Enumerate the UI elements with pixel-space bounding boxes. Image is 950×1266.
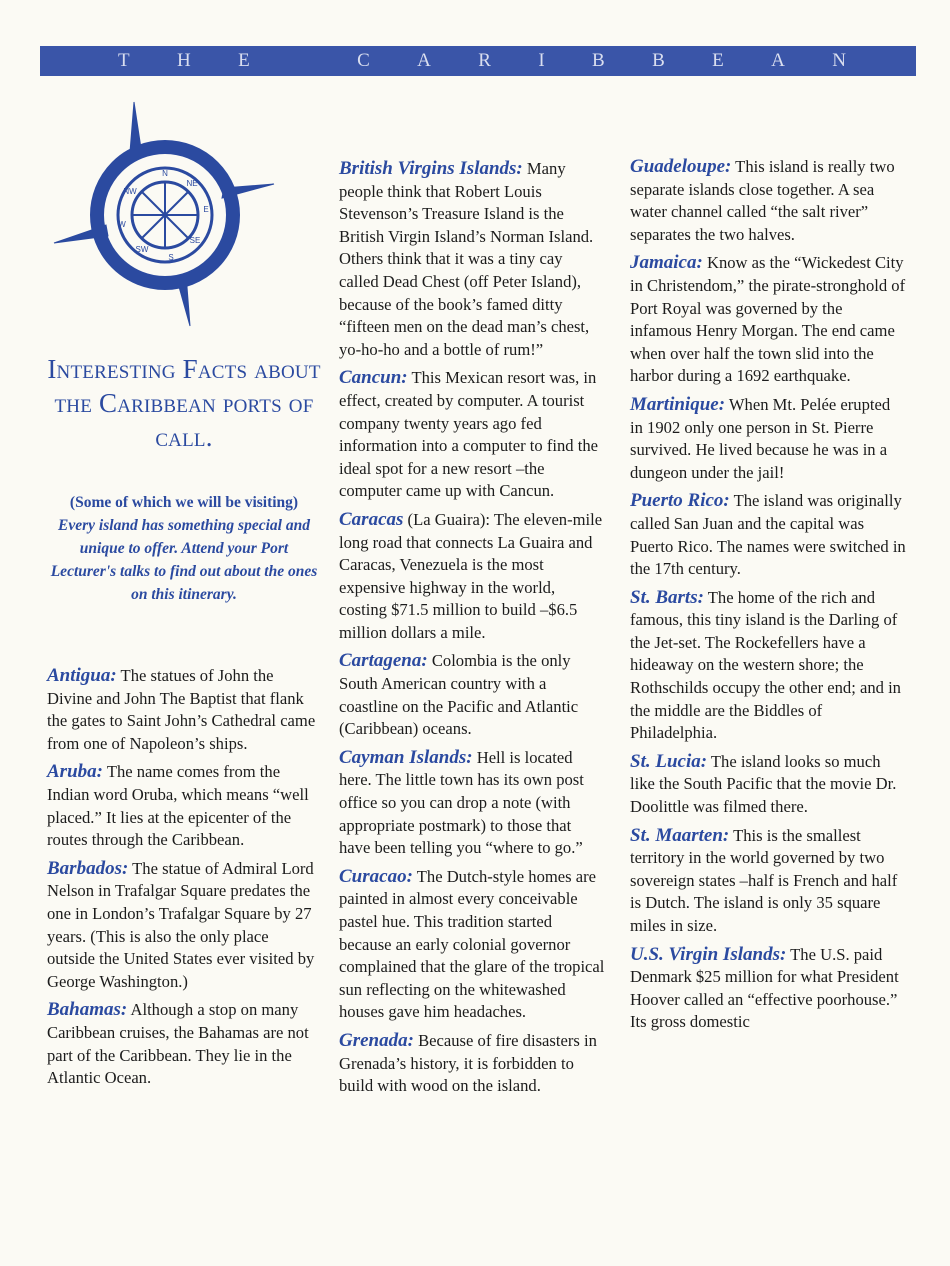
fact-text: Many people think that Robert Louis Stevenson’s Treasure Island is the British Virgin Island’s Norman Island. Others think that it was a tiny cay called Dead Chest (off Peter Island), because of the book’s famed ditty “fifteen men on the dead man’s chest, yo-ho-ho and a bottle of rum!” xyxy=(339,159,594,359)
fact-text: The U.S. paid Denmark $25 million for what President Hoover called an “effective poorhouse.” Its gross domestic xyxy=(630,944,899,1032)
fact-text: Colombia is the only South American country with a coastline on the Pacific and Atlantic (Caribbean) oceans. xyxy=(339,651,579,739)
banner-letter: I xyxy=(538,50,545,71)
fact-text: The name comes from the Indian word Oruba, which means “well placed.” It lies at the epicenter of the routes through the Caribbean. xyxy=(47,762,309,850)
fact-name: Antigua: xyxy=(47,665,117,686)
fact-item xyxy=(339,866,605,1024)
fact-text: The island was originally called San Juan and the capital was Puerto Rico. The names were switched in the 17th century. xyxy=(630,491,906,579)
banner-letter: N xyxy=(832,50,846,71)
intro-block xyxy=(46,491,322,606)
intro-text: Every island has something special and unique to offer. Attend your Port Lecturer's talks to find out about the ones on this itinerary. xyxy=(50,517,318,603)
compass-label: N xyxy=(162,169,168,178)
fact-item xyxy=(339,747,605,860)
fact-item xyxy=(630,156,906,246)
banner-letter: E xyxy=(712,50,724,71)
fact-name: St. Barts: xyxy=(630,586,704,608)
compass-label: NE xyxy=(186,179,198,188)
fact-item xyxy=(339,1030,605,1098)
fact-name: St. Lucia: xyxy=(630,750,708,772)
column-middle xyxy=(339,158,605,1104)
fact-text: Although a stop on many Caribbean cruises, the Bahamas are not part of the Caribbean. They lie in the Atlantic Ocean. xyxy=(47,1000,309,1088)
fact-text: Hell is located here. The little town has its own post office so you can drop a note (with appropriate postmark) to those that have been telling you “where to go.” xyxy=(339,747,584,858)
fact-item xyxy=(630,490,906,580)
fact-text: The statue of Admiral Lord Nelson in Trafalgar Square predates the one in London’s Trafalgar Square by 27 years. (This is also the only place outside the United States ever visited by George Washington.) xyxy=(47,858,315,991)
compass-rose-icon xyxy=(50,100,280,330)
fact-name: Cancun: xyxy=(339,367,408,389)
column-left xyxy=(47,665,319,1096)
fact-name: Grenada: xyxy=(339,1029,414,1051)
fact-name: U.S. Virgin Islands: xyxy=(630,943,787,965)
fact-item xyxy=(630,587,906,745)
fact-item xyxy=(630,751,906,819)
banner-letter: A xyxy=(417,50,431,71)
fact-item xyxy=(630,944,906,1034)
fact-text: The island looks so much like the South Pacific that the movie Dr. Doolittle was filmed there. xyxy=(630,751,897,817)
fact-name: Guadeloupe: xyxy=(630,156,732,177)
fact-name: Curacao: xyxy=(339,865,413,887)
fact-text: This is the smallest territory in the world governed by two sovereign states –half is French and half is Dutch. The island is only 35 square miles in size. xyxy=(630,825,898,935)
fact-name: Caracas xyxy=(339,508,404,530)
compass-label: NW xyxy=(123,187,137,196)
banner-letter: B xyxy=(652,50,665,71)
banner-letter: R xyxy=(478,50,491,71)
column-right xyxy=(630,156,906,1040)
fact-item xyxy=(339,650,605,740)
fact-text: This Mexican resort was, in effect, created by computer. A tourist company twenty years ago fed information into a computer to find the ideal spot for a new resort –the computer came up with Cancun. xyxy=(339,368,598,501)
banner-letter: E xyxy=(238,50,250,71)
banner-letter: H xyxy=(176,50,191,71)
fact-item xyxy=(47,858,319,994)
fact-text: The Dutch-style homes are painted in almost every conceivable pastel hue. This tradition started because an early colonial governor complained that the glare of the tropical sun reflecting on the whitewashed houses gave him headaches. xyxy=(339,866,605,1022)
page-title: Interesting Facts about the Caribbean ports of call. xyxy=(47,354,321,452)
fact-name: British Virgins Islands: xyxy=(339,158,523,179)
subtitle: (Some of which we will be visiting) xyxy=(69,494,299,511)
compass-label: SE xyxy=(189,236,201,245)
fact-item xyxy=(630,394,906,484)
fact-name: Martinique: xyxy=(630,393,726,415)
fact-name: Puerto Rico: xyxy=(630,490,730,512)
fact-item xyxy=(47,761,319,851)
fact-item xyxy=(630,252,906,388)
fact-text: This island is really two separate islands close together. A sea water channel called “the salt river” separates the two halves. xyxy=(630,157,895,244)
fact-text: The statues of John the Divine and John The Baptist that flank the gates to Saint John’s Cathedral came from one of Napoleon’s ships. xyxy=(47,666,316,753)
compass-label: SW xyxy=(135,245,149,254)
fact-name: Jamaica: xyxy=(630,252,703,274)
section-banner xyxy=(40,46,916,76)
fact-name: St. Maarten: xyxy=(630,824,730,846)
fact-item xyxy=(339,509,605,645)
compass-label: E xyxy=(203,205,209,214)
compass-label: S xyxy=(168,253,174,262)
fact-item xyxy=(339,158,605,361)
fact-text: Know as the “Wickedest City in Christendom,” the pirate-stronghold of Port Royal was governed by the infamous Henry Morgan. The end came when over half the town slid into the harbor during a 1692 earthquake. xyxy=(630,253,906,386)
compass-label: W xyxy=(118,220,126,229)
fact-item xyxy=(630,825,906,938)
fact-name: Cayman Islands: xyxy=(339,746,473,768)
fact-name: Cartagena: xyxy=(339,650,428,672)
fact-text: Because of fire disasters in Grenada’s history, it is forbidden to build with wood on the island. xyxy=(339,1030,597,1096)
banner-letter: B xyxy=(592,50,605,71)
banner-letter: A xyxy=(771,50,785,71)
banner-letter: C xyxy=(357,50,370,71)
fact-text: The home of the rich and famous, this tiny island is the Darling of the Jet-set. The Rockefellers have a hideaway on the western shore; the Rothschilds occupy the other end; and in the middle are the Biddles of Philadelphia. xyxy=(630,587,901,743)
fact-name: Barbados: xyxy=(47,857,129,879)
fact-item xyxy=(47,999,319,1089)
banner-letter: T xyxy=(118,50,130,71)
fact-item xyxy=(47,665,319,755)
fact-item xyxy=(339,367,605,503)
fact-text: (La Guaira): The eleven-mile long road that connects La Guaira and Caracas, Venezuela is the most expensive highway in the world, costing $71.5 million to build –$6.5 million dollars a mile. xyxy=(339,509,603,642)
fact-name: Bahamas: xyxy=(47,999,128,1021)
fact-name: Aruba: xyxy=(47,761,103,783)
fact-text: When Mt. Pelée erupted in 1902 only one person in St. Pierre survived. He lived because he was in a dungeon under the jail! xyxy=(630,394,891,482)
